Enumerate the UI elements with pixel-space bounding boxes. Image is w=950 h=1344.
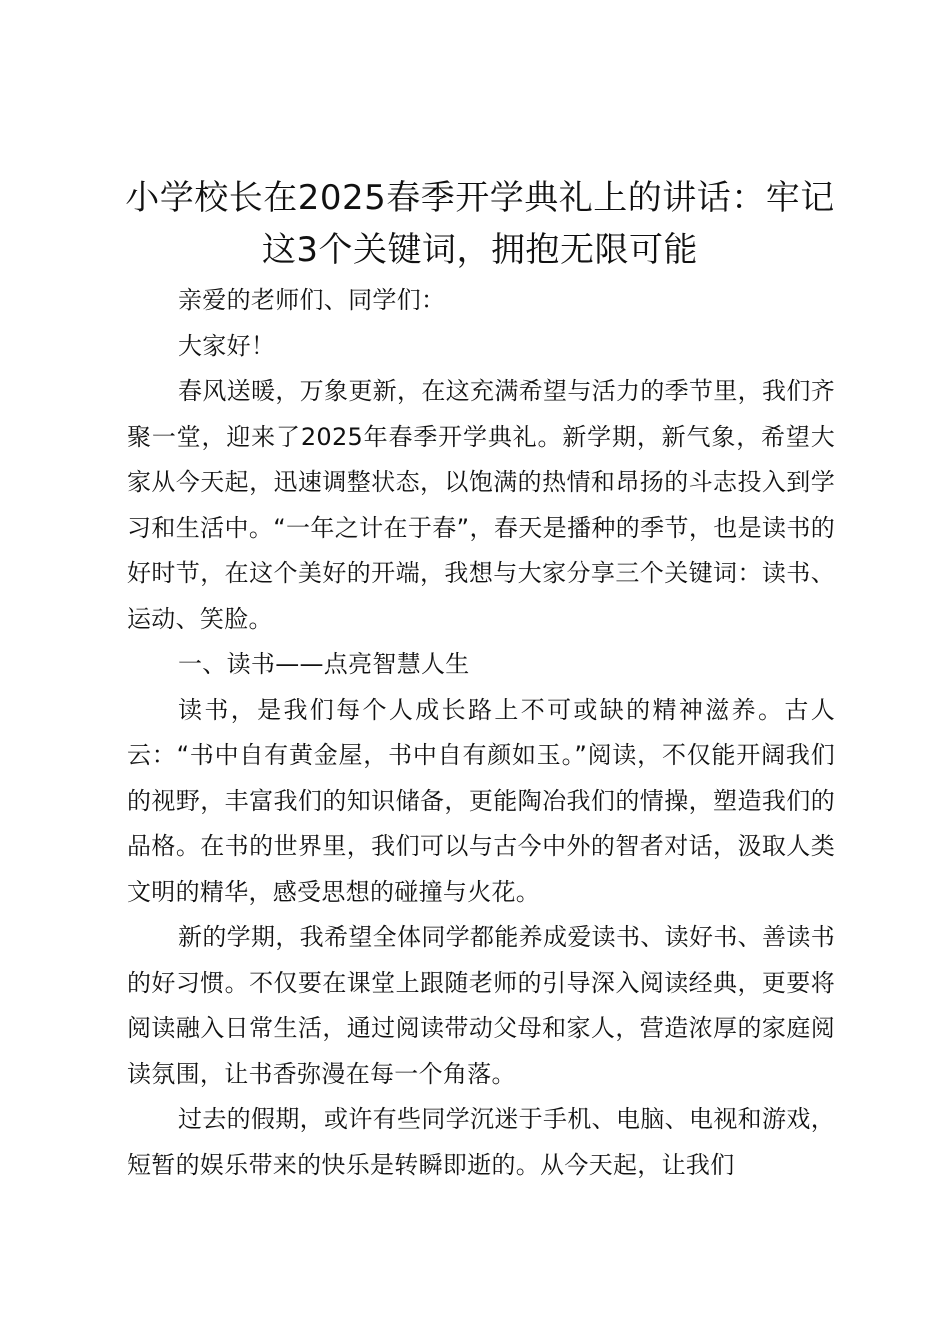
greeting: 大家好！	[178, 331, 276, 360]
paragraph: 过去的假期，或许有些同学沉迷于手机、电脑、电视和游戏，短暂的娱乐带来的快乐是转瞬即逝的。从今天起，让我们	[127, 1105, 835, 1179]
section-heading: 一、读书——点亮智慧人生	[178, 650, 470, 678]
document-title: 小学校长在2025春季开学典礼上的讲话：牢记这3个关键词，拥抱无限可能	[125, 178, 835, 270]
paragraph: 春风送暖，万象更新，在这充满希望与活力的季节里，我们齐聚一堂，迎来了2025年春季开学典礼。新学期，新气象，希望大家从今天起，迅速调整状态，以饱满的热情和昂扬的斗志投入到学习和生活中。“一年之计在于春”，春天是播种的季节，也是读书的好时节，在这个美好的开端，我想与大家分享三个关键词：读书、运动、笑脸。	[127, 377, 835, 633]
salutation: 亲爱的老师们、同学们：	[178, 286, 446, 314]
paragraph: 新的学期，我希望全体同学都能养成爱读书、读好书、善读书的好习惯。不仅要在课堂上跟随老师的引导深入阅读经典，更要将阅读融入日常生活，通过阅读带动父母和家人，营造浓厚的家庭阅读氛围，让书香弥漫在每一个角落。	[127, 923, 835, 1088]
paragraph: 读书，是我们每个人成长路上不可或缺的精神滋养。古人云：“书中自有黄金屋，书中自有颜如玉。”阅读，不仅能开阔我们的视野，丰富我们的知识储备，更能陶冶我们的情操，塑造我们的品格。在书的世界里，我们可以与古今中外的智者对话，汲取人类文明的精华，感受思想的碰撞与火花。	[127, 695, 835, 906]
document-body	[127, 278, 835, 1188]
